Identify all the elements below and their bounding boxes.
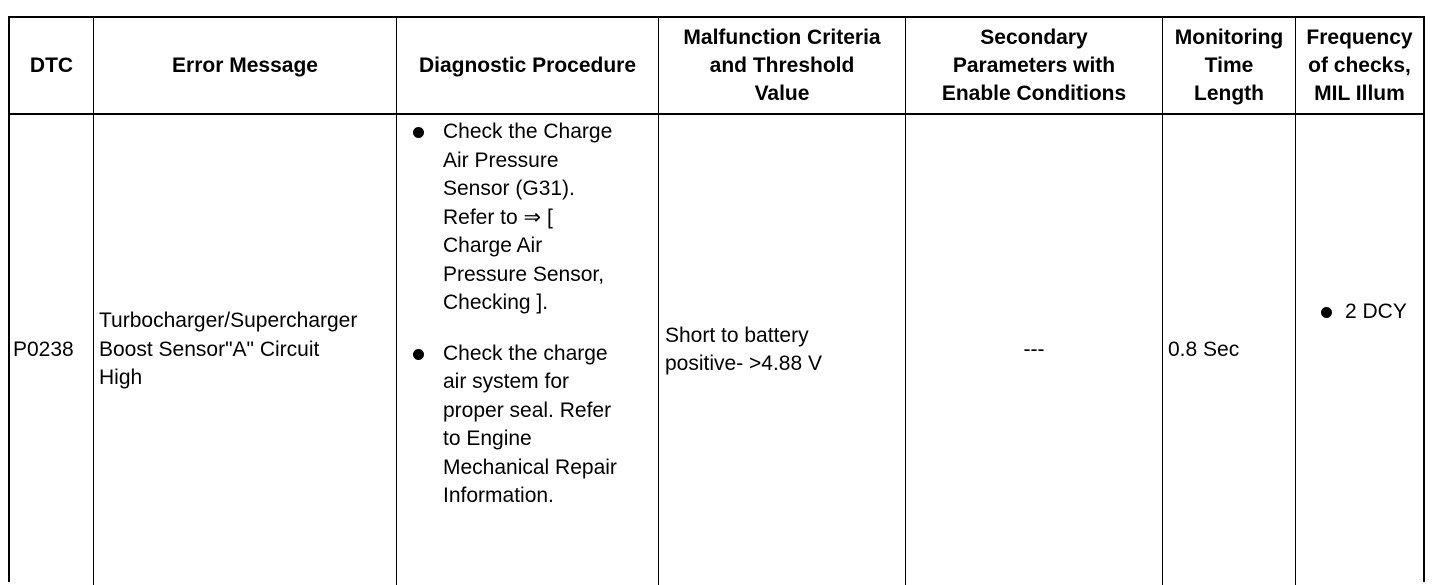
row-frequency <box>1296 115 1423 585</box>
header-secondary-parameters <box>906 18 1163 115</box>
bullet-icon <box>413 349 424 360</box>
header-diagnostic-procedure-label: Diagnostic Procedure <box>418 53 637 77</box>
header-dtc-label: DTC <box>29 53 74 77</box>
header-frequency-label: Frequency of checks, MIL Illum <box>1306 25 1413 105</box>
row-secondary-parameters <box>906 115 1163 585</box>
frequency-text: 2 DCY <box>1345 300 1407 323</box>
header-malfunction-criteria <box>659 18 906 115</box>
header-dtc <box>10 18 94 115</box>
header-secondary-parameters-label: Secondary Parameters with Enable Conditions <box>941 25 1127 105</box>
procedure-step <box>397 118 617 318</box>
dtc-code: P0238 <box>13 337 74 361</box>
procedure-step <box>397 340 617 511</box>
header-diagnostic-procedure <box>397 18 659 115</box>
bullet-icon <box>413 127 424 138</box>
header-malfunction-criteria-label: Malfunction Criteria and Threshold Value <box>683 25 881 105</box>
row-malfunction-criteria <box>659 115 906 585</box>
procedure-step-text: Check the charge air system for proper seal. Refer to Engine Mechanical Repair Information. <box>443 341 617 507</box>
malfunction-criteria-text: Short to battery positive- >4.88 V <box>665 323 823 375</box>
procedure-list <box>397 118 617 511</box>
procedure-step-text: Check the Charge Air Pressure Sensor (G31). Refer to ⇒ [ Charge Air Pressure Sensor, Checking ]. <box>443 120 613 314</box>
frequency-item <box>1296 298 1407 327</box>
error-message-text: Turbocharger/Supercharger Boost Sensor"A" Circuit High <box>99 309 358 390</box>
row-diagnostic-procedure <box>397 115 659 585</box>
monitoring-time-text: 0.8 Sec <box>1168 337 1240 361</box>
header-monitoring-time <box>1163 18 1296 115</box>
row-error-message <box>94 115 397 585</box>
bullet-icon <box>1321 307 1332 318</box>
header-error-message <box>94 18 397 115</box>
row-monitoring-time <box>1163 115 1296 585</box>
secondary-parameters-text: --- <box>1023 337 1045 361</box>
header-error-message-label: Error Message <box>172 53 318 77</box>
header-frequency <box>1296 18 1423 115</box>
row-dtc <box>10 115 94 585</box>
dtc-table <box>8 16 1425 582</box>
header-monitoring-time-label: Monitoring Time Length <box>1174 25 1284 105</box>
